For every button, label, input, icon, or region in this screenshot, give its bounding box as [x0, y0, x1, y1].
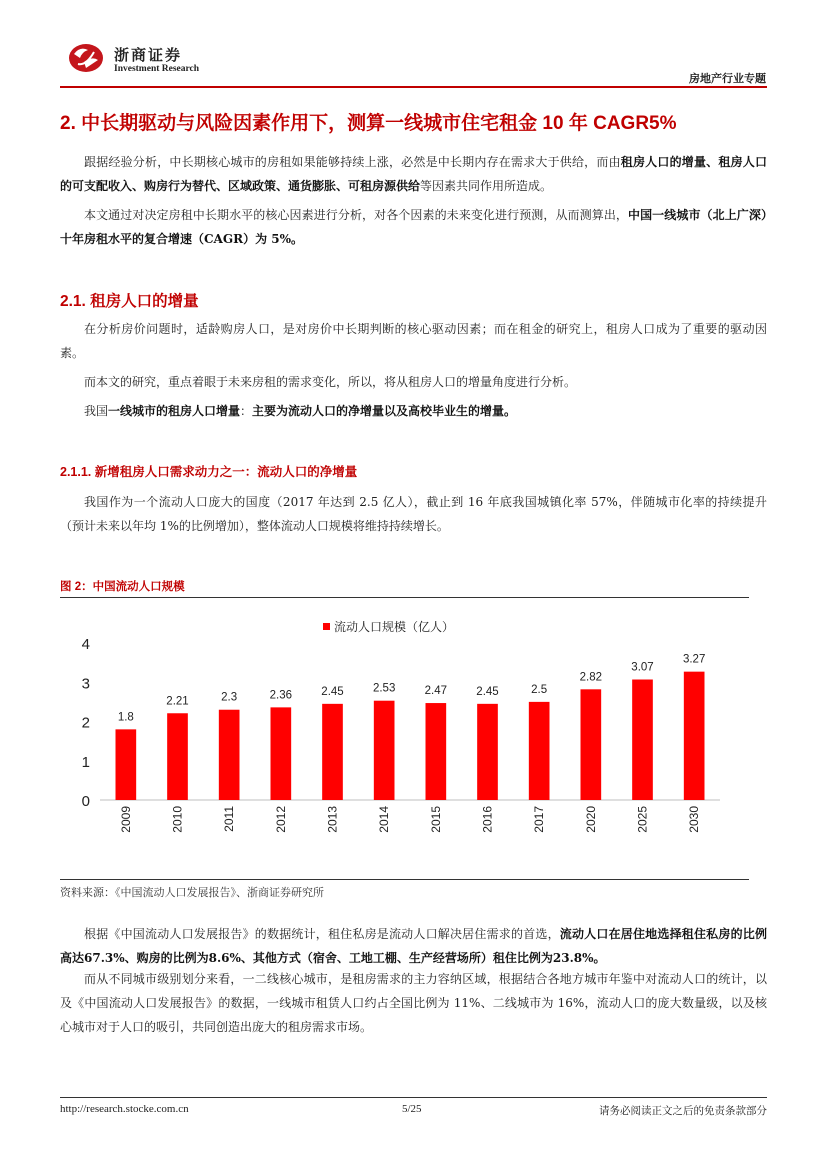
figure-source: 资料来源：《中国流动人口发展报告》、浙商证券研究所 — [60, 886, 324, 899]
figure-bottom-rule — [60, 879, 749, 880]
footer-divider — [60, 1097, 767, 1098]
y-tick-label: 4 — [81, 636, 90, 653]
text-run: 我国 — [84, 404, 109, 418]
bold-text: 主要为流动人口的净增量以及高校毕业生的增量。 — [252, 404, 517, 418]
document-type: 房地产行业专题 — [689, 72, 766, 85]
y-tick-label: 0 — [81, 793, 90, 810]
text-run: ： — [240, 404, 253, 418]
legend-label: 流动人口规模（亿人） — [334, 620, 455, 634]
data-label: 2.45 — [321, 685, 344, 698]
data-label: 2.53 — [372, 682, 396, 695]
x-tick-label: 2017 — [532, 806, 547, 833]
paragraph — [60, 203, 767, 251]
data-label: 2.45 — [476, 685, 499, 698]
data-label: 2.47 — [424, 685, 448, 698]
bar — [322, 704, 343, 800]
data-label: 2.21 — [166, 695, 189, 708]
x-tick-label: 2009 — [118, 806, 133, 833]
logo-icon — [66, 40, 106, 74]
figure-title: 图 2：中国流动人口规模 — [60, 581, 185, 593]
bold-text: 租房人口的增量、租房人口的可支配收入、购房行为替代、区域政策、通货膨胀、可租房源供给 — [60, 155, 767, 193]
bar — [529, 702, 550, 800]
bar — [167, 713, 188, 800]
x-tick-label: 2020 — [583, 806, 598, 833]
header-divider — [60, 86, 767, 88]
bold-text: 一线城市的租房人口增量 — [108, 404, 241, 418]
data-label: 2.36 — [269, 689, 293, 702]
bar — [271, 707, 292, 800]
paragraph — [60, 150, 767, 198]
paragraph: 而本文的研究，重点着眼于未来房租的需求变化，所以，将从租房人口的增量角度进行分析。 — [84, 375, 577, 389]
bar — [684, 672, 705, 800]
brand-name: 浙商证券 — [114, 46, 183, 64]
paragraph: 而从不同城市级别划分来看，一二线核心城市，是租房需求的主力容纳区域，根据结合各地方城市年鉴中对流动人口的统计，以及《中国流动人口发展报告》的数据，一线城市租赁人口约占全国比例为 11%、二线城市为 16%，流动人口的庞大数量级，以及核心城市对于人口的吸引，共同创造出庞大的租房需求市场。 — [60, 972, 767, 1034]
y-tick-label: 2 — [81, 714, 90, 732]
data-label: 3.07 — [631, 661, 654, 674]
x-tick-label: 2014 — [377, 806, 392, 833]
data-label: 3.27 — [682, 653, 706, 666]
x-tick-label: 2016 — [480, 806, 495, 833]
section-title: 2. 中长期驱动与风险因素作用下，测算一线城市住宅租金 10 年 CAGR5% — [60, 113, 677, 134]
y-tick-label: 1 — [81, 753, 90, 771]
data-label: 2.82 — [579, 671, 603, 684]
paragraph: 在分析房价问题时，适龄购房人口，是对房价中长期判断的核心驱动因素；而在租金的研究上，租房人口成为了重要的驱动因素。 — [60, 322, 767, 360]
x-tick-label: 2030 — [687, 806, 702, 833]
page-number: 5/25 — [402, 1103, 422, 1115]
y-tick-label: 3 — [81, 675, 90, 693]
subsubsection-title: 2.1.1. 新增租房人口需求动力之一：流动人口的净增量 — [60, 465, 358, 479]
bar — [426, 703, 447, 800]
brand-subtitle: Investment Research — [114, 64, 200, 74]
population-bar-chart — [60, 605, 740, 865]
text-run: 跟据经验分析，中长期核心城市的房租如果能够持续上涨，必然是中长期内存在需求大于供给，而由 — [84, 155, 621, 169]
bar — [632, 680, 653, 800]
x-tick-label: 2010 — [170, 806, 185, 833]
bar — [116, 729, 137, 800]
data-label: 2.3 — [221, 691, 238, 704]
paragraph: 我国作为一个流动人口庞大的国度（2017 年达到 2.5 亿人），截止到 16 年底我国城镇化率 57%，伴随城市化率的持续提升（预计未来以年均 1%的比例增加），整体流动人口规模将维持持续增长。 — [60, 495, 767, 533]
data-label: 2.5 — [531, 683, 548, 696]
x-tick-label: 2015 — [428, 806, 443, 833]
legend-swatch — [323, 623, 330, 630]
bar — [374, 701, 395, 800]
x-tick-label: 2012 — [273, 806, 288, 833]
text-run: 根据《中国流动人口发展报告》的数据统计，租住私房是流动人口解决居住需求的首选， — [84, 927, 560, 941]
text-run: 等因素共同作用所造成。 — [420, 179, 553, 193]
bar — [581, 689, 602, 800]
text-run: 本文通过对决定房租中长期水平的核心因素进行分析，对各个因素的未来变化进行预测，从而测算出， — [84, 208, 628, 222]
paragraph — [60, 922, 767, 970]
subsection-title: 2.1. 租房人口的增量 — [60, 293, 199, 310]
bar — [219, 710, 240, 800]
bold-text: 流动人口在居住地选择租住私房的比例高达67.3%、购房的比例为8.6%、其他方式（宿舍、工地工棚、生产经营场所）租住比例为23.8%。 — [60, 927, 767, 965]
footer-disclaimer: 请务必阅读正文之后的免责条款部分 — [599, 1105, 767, 1117]
data-label: 1.8 — [117, 711, 134, 724]
paragraph — [60, 399, 767, 423]
bar — [477, 704, 498, 800]
figure-top-rule — [60, 597, 749, 598]
footer-link[interactable]: http://research.stocke.com.cn — [60, 1103, 189, 1115]
bold-text: 中国一线城市（北上广深）十年房租水平的复合增速（CAGR）为 5%。 — [60, 208, 767, 246]
x-tick-label: 2013 — [325, 806, 340, 833]
x-tick-label: 2025 — [635, 806, 650, 833]
x-tick-label: 2011 — [222, 806, 237, 832]
